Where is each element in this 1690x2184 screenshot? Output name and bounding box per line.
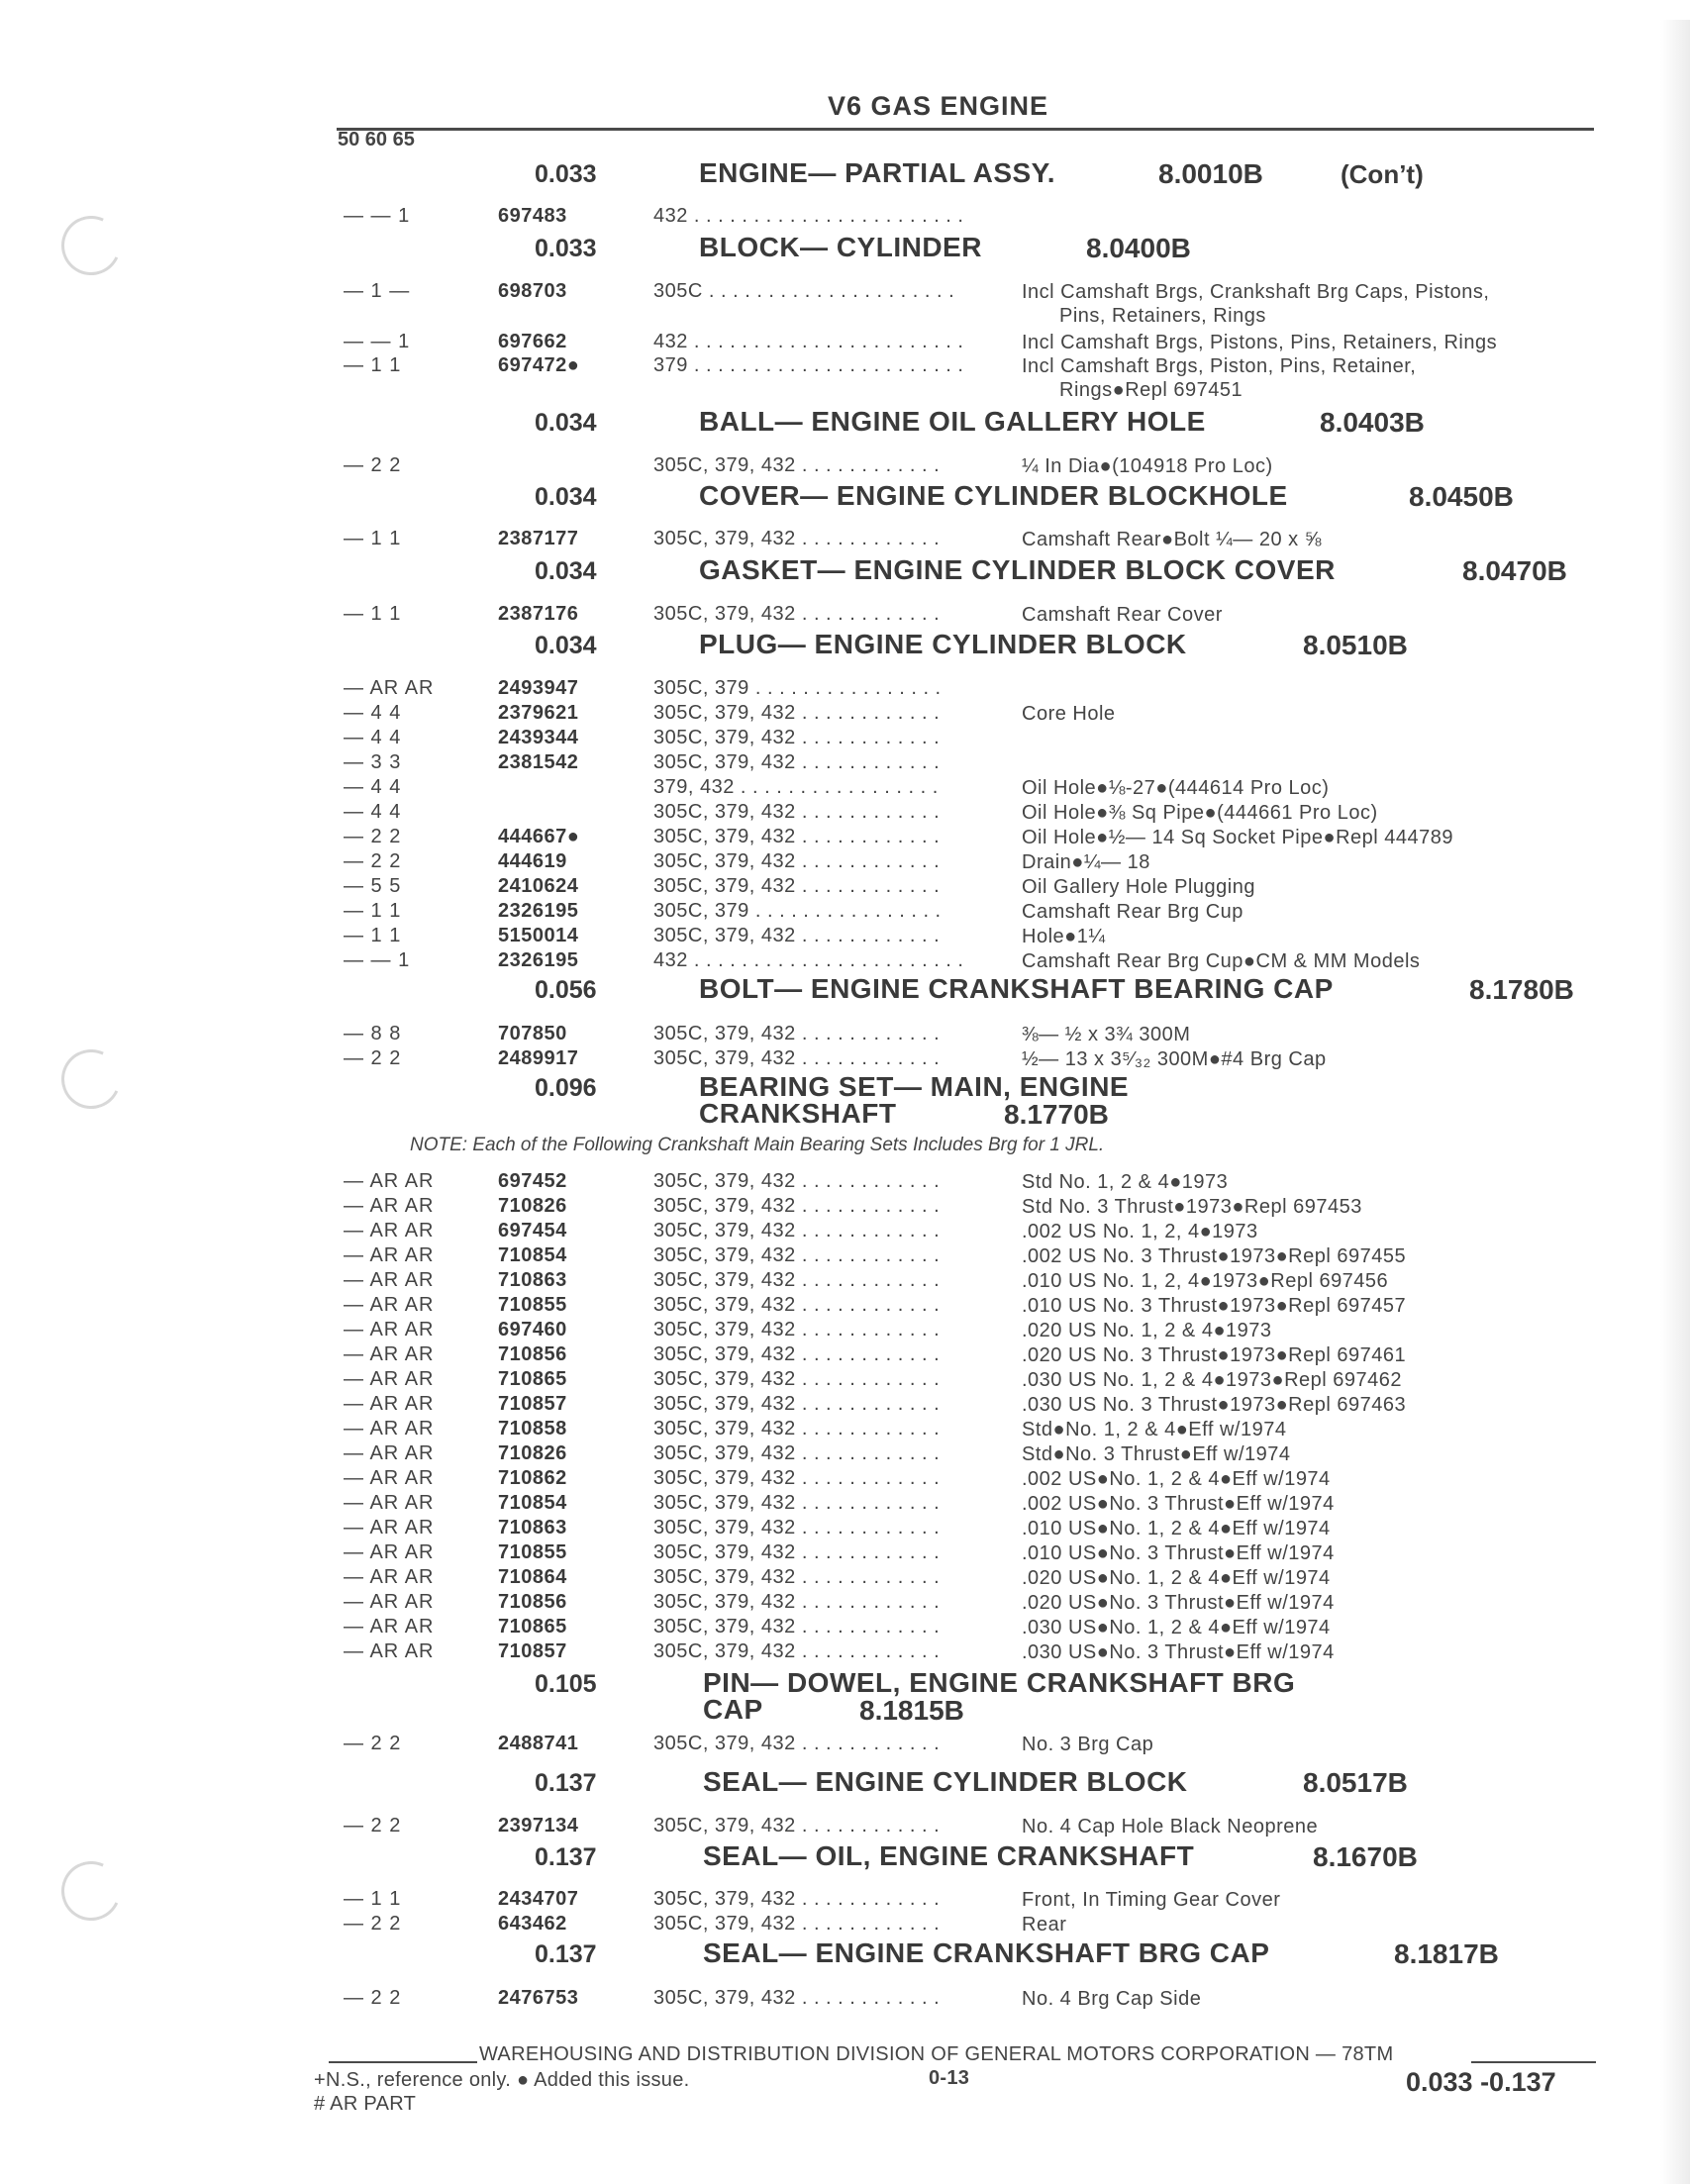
section-code: 8.0403B [1320,407,1425,438]
row-part-number: 710858 [498,1418,567,1439]
row-quantity: — — 1 [344,949,411,971]
row-part-number: 710854 [498,1244,567,1266]
section-code: 8.0400B [1086,233,1191,263]
row-part-number: 710862 [498,1467,567,1489]
row-application: 305C, 379, 432 . . . . . . . . . . . . [653,1517,941,1539]
row-description: ¼ In Dia●(104918 Pro Loc) [1022,455,1273,477]
row-quantity: — — 1 [344,205,411,227]
row-quantity: — 2 2 [344,1047,402,1069]
row-quantity: — 1 — [344,280,411,302]
row-description: Camshaft Rear Brg Cup [1022,901,1243,923]
row-application: 305C, 379, 432 . . . . . . . . . . . . [653,925,941,946]
row-application: 305C, 379, 432 . . . . . . . . . . . . [653,801,941,823]
row-description-line2: Pins, Retainers, Rings [1059,305,1266,327]
section-code: 8.1817B [1394,1938,1499,1969]
row-quantity: — 4 4 [344,801,402,823]
row-description: Incl Camshaft Brgs, Pistons, Pins, Retainers, Rings [1022,332,1498,353]
row-description: Oil Hole●⅛-27●(444614 Pro Loc) [1022,777,1330,799]
row-part-number: 698703 [498,280,567,302]
row-application: 305C, 379, 432 . . . . . . . . . . . . [653,875,941,897]
row-part-number: 710863 [498,1269,567,1291]
row-description: Std No. 3 Thrust●1973●Repl 697453 [1022,1196,1362,1218]
section-code: 8.0510B [1303,630,1408,660]
row-part-number: 710855 [498,1294,567,1316]
row-application: 305C, 379, 432 . . . . . . . . . . . . [653,1023,941,1044]
section-number: 0.096 [535,1074,597,1102]
section-number: 0.033 [535,160,597,188]
section-continued-note: (Con’t) [1341,159,1424,189]
row-quantity: — — 1 [344,331,411,352]
row-application: 305C, 379, 432 . . . . . . . . . . . . [653,751,941,773]
row-part-number: 2379621 [498,702,579,724]
row-quantity: — AR AR [344,1368,435,1390]
row-part-number: 710857 [498,1640,567,1662]
row-application: 305C, 379, 432 . . . . . . . . . . . . [653,1591,941,1613]
row-application: 305C, 379, 432 . . . . . . . . . . . . [653,603,941,625]
section-number: 0.034 [535,483,597,511]
row-description: Core Hole [1022,703,1116,725]
row-part-number: 710864 [498,1566,567,1588]
row-application: 305C, 379 . . . . . . . . . . . . . . . . [653,900,942,922]
row-part-number: 710863 [498,1517,567,1539]
row-description: .010 US●No. 1, 2 & 4●Eff w/1974 [1022,1518,1331,1539]
footer-rule-left [329,2061,477,2063]
row-quantity: — 2 2 [344,1733,402,1754]
section-title: ENGINE— PARTIAL ASSY. [699,157,1056,188]
row-description: .020 US●No. 1, 2 & 4●Eff w/1974 [1022,1567,1331,1589]
row-part-number: 643462 [498,1913,567,1935]
model-year-columns: 50 60 65 [338,129,415,150]
row-application: 305C, 379, 432 . . . . . . . . . . . . [653,727,941,748]
section-code: 8.0470B [1462,555,1567,586]
row-description: Hole●1¼ [1022,926,1106,947]
row-quantity: — AR AR [344,1343,435,1365]
row-application: 305C, 379, 432 . . . . . . . . . . . . [653,1541,941,1563]
row-description: .030 US No. 1, 2 & 4●1973●Repl 697462 [1022,1369,1403,1391]
row-description: .010 US No. 1, 2, 4●1973●Repl 697456 [1022,1270,1389,1292]
row-description: ½— 13 x 3⁵⁄₃₂ 300M●#4 Brg Cap [1022,1048,1327,1070]
section-title: BOLT— ENGINE CRANKSHAFT BEARING CAP [699,973,1334,1004]
row-description: No. 3 Brg Cap [1022,1734,1154,1755]
row-quantity: — 8 8 [344,1023,402,1044]
row-application: 432 . . . . . . . . . . . . . . . . . . . . . . . [653,205,964,227]
row-description: Camshaft Rear Brg Cup●CM & MM Models [1022,950,1421,972]
row-description: No. 4 Brg Cap Side [1022,1988,1202,2010]
row-application: 305C, 379, 432 . . . . . . . . . . . . [653,1616,941,1638]
row-description: Std●No. 1, 2 & 4●Eff w/1974 [1022,1419,1287,1440]
section-code: 8.0010B [1158,158,1263,189]
row-application: 305C, 379, 432 . . . . . . . . . . . . [653,1220,941,1241]
section-title: PIN— DOWEL, ENGINE CRANKSHAFT BRG [703,1667,1296,1698]
section-number: 0.033 [535,235,597,262]
row-application: 305C, 379, 432 . . . . . . . . . . . . [653,1492,941,1514]
page-range: 0.033 -0.137 [1406,2067,1556,2097]
row-application: 305C, 379, 432 . . . . . . . . . . . . [653,528,941,549]
row-part-number: 697662 [498,331,567,352]
row-quantity: — AR AR [344,1319,435,1340]
row-application: 305C, 379, 432 . . . . . . . . . . . . [653,1294,941,1316]
section-number: 0.034 [535,409,597,437]
row-application: 305C, 379, 432 . . . . . . . . . . . . [653,1319,941,1340]
row-quantity: — AR AR [344,1393,435,1415]
row-part-number: 444619 [498,850,567,872]
row-quantity: — 1 1 [344,900,402,922]
row-part-number: 710857 [498,1393,567,1415]
section-note: NOTE: Each of the Following Crankshaft Main Bearing Sets Includes Brg for 1 JRL. [410,1135,1105,1155]
page-title: V6 GAS ENGINE [828,91,1049,121]
row-part-number: 2410624 [498,875,579,897]
row-part-number: 710826 [498,1195,567,1217]
row-quantity: — 2 2 [344,826,402,847]
row-description: .030 US●No. 1, 2 & 4●Eff w/1974 [1022,1617,1331,1638]
row-description: Camshaft Rear Cover [1022,604,1223,626]
row-description: Front, In Timing Gear Cover [1022,1889,1281,1911]
row-quantity: — 1 1 [344,603,402,625]
row-part-number: 707850 [498,1023,567,1044]
row-quantity: — AR AR [344,1294,435,1316]
row-description: .020 US No. 1, 2 & 4●1973 [1022,1320,1272,1341]
row-description: Std No. 1, 2 & 4●1973 [1022,1171,1229,1193]
row-application: 305C, 379, 432 . . . . . . . . . . . . [653,454,941,476]
section-title-line2: CRANKSHAFT [699,1098,897,1129]
row-part-number: 710826 [498,1442,567,1464]
section-title: BLOCK— CYLINDER [699,232,982,262]
row-description: .002 US●No. 1, 2 & 4●Eff w/1974 [1022,1468,1331,1490]
row-application: 305C, 379, 432 . . . . . . . . . . . . [653,1815,941,1837]
row-application: 305C, 379, 432 . . . . . . . . . . . . [653,1987,941,2009]
footer-division: WAREHOUSING AND DISTRIBUTION DIVISION OF GENERAL MOTORS CORPORATION — 78TM [479,2043,1394,2065]
row-part-number: 710856 [498,1343,567,1365]
section-title: BEARING SET— MAIN, ENGINE [699,1071,1130,1102]
row-quantity: — 1 1 [344,925,402,946]
row-part-number: 2326195 [498,900,579,922]
row-quantity: — 2 2 [344,454,402,476]
row-description: .020 US●No. 3 Thrust●Eff w/1974 [1022,1592,1335,1614]
section-title: PLUG— ENGINE CYLINDER BLOCK [699,629,1187,659]
section-number: 0.034 [535,632,597,659]
section-title: BALL— ENGINE OIL GALLERY HOLE [699,406,1206,437]
section-number: 0.137 [535,1843,597,1871]
section-title: GASKET— ENGINE CYLINDER BLOCK COVER [699,554,1336,585]
row-application: 305C, 379 . . . . . . . . . . . . . . . . [653,677,942,699]
section-code: 8.0517B [1303,1767,1408,1798]
row-application: 305C, 379, 432 . . . . . . . . . . . . [653,702,941,724]
footer-rule-right [1471,2061,1596,2063]
section-code: 8.1780B [1469,974,1574,1005]
section-code: 8.1815B [859,1695,964,1726]
row-application: 432 . . . . . . . . . . . . . . . . . . . . . . . [653,949,964,971]
row-application: 305C, 379, 432 . . . . . . . . . . . . [653,1195,941,1217]
row-description: .010 US No. 3 Thrust●1973●Repl 697457 [1022,1295,1407,1317]
row-part-number: 697472● [498,354,580,376]
row-description: .002 US No. 1, 2, 4●1973 [1022,1221,1258,1242]
row-application: 305C, 379, 432 . . . . . . . . . . . . [653,1368,941,1390]
row-part-number: 697483 [498,205,567,227]
row-part-number: 710855 [498,1541,567,1563]
row-quantity: — AR AR [344,1591,435,1613]
row-part-number: 2439344 [498,727,579,748]
row-application: 305C . . . . . . . . . . . . . . . . . . . . . [653,280,955,302]
row-application: 305C, 379, 432 . . . . . . . . . . . . [653,1269,941,1291]
row-part-number: 2381542 [498,751,579,773]
row-part-number: 697454 [498,1220,567,1241]
section-code: 8.0450B [1409,481,1514,512]
row-description: .010 US●No. 3 Thrust●Eff w/1974 [1022,1542,1335,1564]
row-quantity: — 1 1 [344,354,402,376]
row-description: .020 US No. 3 Thrust●1973●Repl 697461 [1022,1344,1407,1366]
row-quantity: — AR AR [344,1170,435,1192]
row-application: 305C, 379, 432 . . . . . . . . . . . . [653,1467,941,1489]
row-description: Incl Camshaft Brgs, Crankshaft Brg Caps, Pistons, [1022,281,1490,303]
row-description: .002 US No. 3 Thrust●1973●Repl 697455 [1022,1245,1407,1267]
section-number: 0.105 [535,1670,597,1698]
row-application: 305C, 379, 432 . . . . . . . . . . . . [653,1343,941,1365]
row-description: .030 US●No. 3 Thrust●Eff w/1974 [1022,1641,1335,1663]
row-quantity: — AR AR [344,1269,435,1291]
section-title: SEAL— OIL, ENGINE CRANKSHAFT [703,1840,1195,1871]
row-description: Incl Camshaft Brgs, Piston, Pins, Retainer, [1022,355,1417,377]
row-quantity: — AR AR [344,1195,435,1217]
row-application: 305C, 379, 432 . . . . . . . . . . . . [653,1047,941,1069]
row-quantity: — AR AR [344,1541,435,1563]
section-title: SEAL— ENGINE CYLINDER BLOCK [703,1766,1188,1797]
page-number: 0-13 [929,2067,970,2089]
row-description: Oil Hole●⅜ Sq Pipe●(444661 Pro Loc) [1022,802,1378,824]
row-part-number: 697460 [498,1319,567,1340]
footer-legend-ar: # AR PART [314,2093,417,2115]
row-quantity: — AR AR [344,1492,435,1514]
row-quantity: — 2 2 [344,1987,402,2009]
row-description-line2: Rings●Repl 697451 [1059,379,1243,401]
row-description: Drain●¼— 18 [1022,851,1150,873]
row-quantity: — 1 1 [344,1888,402,1910]
row-application: 305C, 379, 432 . . . . . . . . . . . . [653,1913,941,1935]
row-application: 305C, 379, 432 . . . . . . . . . . . . [653,1170,941,1192]
row-quantity: — AR AR [344,1418,435,1439]
row-description: Camshaft Rear●Bolt ¼— 20 x ⅝ [1022,529,1322,550]
footer-legend-ns: +N.S., reference only. ● Added this issue. [314,2069,690,2091]
row-quantity: — 2 2 [344,1815,402,1837]
row-application: 305C, 379, 432 . . . . . . . . . . . . [653,1733,941,1754]
section-title: COVER— ENGINE CYLINDER BLOCKHOLE [699,480,1288,511]
row-application: 305C, 379, 432 . . . . . . . . . . . . [653,850,941,872]
row-part-number: 710865 [498,1616,567,1638]
row-application: 305C, 379, 432 . . . . . . . . . . . . [653,1244,941,1266]
row-part-number: 2476753 [498,1987,579,2009]
row-description: .002 US●No. 3 Thrust●Eff w/1974 [1022,1493,1335,1515]
section-code: 8.1670B [1313,1841,1418,1872]
row-application: 305C, 379, 432 . . . . . . . . . . . . [653,1640,941,1662]
row-part-number: 710865 [498,1368,567,1390]
row-application: 305C, 379, 432 . . . . . . . . . . . . [653,1566,941,1588]
row-description: Oil Hole●½— 14 Sq Socket Pipe●Repl 444789 [1022,827,1454,848]
row-application: 379 . . . . . . . . . . . . . . . . . . . . . . . [653,354,964,376]
row-part-number: 2387176 [498,603,579,625]
row-description: .030 US No. 3 Thrust●1973●Repl 697463 [1022,1394,1407,1416]
row-description: No. 4 Cap Hole Black Neoprene [1022,1816,1319,1837]
row-part-number: 2493947 [498,677,579,699]
row-part-number: 2489917 [498,1047,579,1069]
row-part-number: 2397134 [498,1815,579,1837]
row-application: 432 . . . . . . . . . . . . . . . . . . . . . . . [653,331,964,352]
row-description: Std●No. 3 Thrust●Eff w/1974 [1022,1443,1291,1465]
row-description: Rear [1022,1914,1067,1936]
row-quantity: — AR AR [344,1616,435,1638]
row-part-number: 2326195 [498,949,579,971]
row-application: 305C, 379, 432 . . . . . . . . . . . . [653,826,941,847]
row-application: 305C, 379, 432 . . . . . . . . . . . . [653,1418,941,1439]
row-description: Oil Gallery Hole Plugging [1022,876,1255,898]
row-description: ⅜— ½ x 3¾ 300M [1022,1024,1191,1045]
row-quantity: — AR AR [344,1244,435,1266]
row-quantity: — AR AR [344,1220,435,1241]
row-quantity: — 5 5 [344,875,402,897]
row-application: 305C, 379, 432 . . . . . . . . . . . . [653,1442,941,1464]
row-quantity: — AR AR [344,677,435,699]
row-quantity: — 2 2 [344,850,402,872]
section-title: SEAL— ENGINE CRANKSHAFT BRG CAP [703,1937,1270,1968]
row-part-number: 697452 [498,1170,567,1192]
section-number: 0.056 [535,976,597,1004]
row-part-number: 2434707 [498,1888,579,1910]
row-part-number: 2387177 [498,528,579,549]
row-quantity: — 4 4 [344,727,402,748]
row-application: 305C, 379, 432 . . . . . . . . . . . . [653,1888,941,1910]
section-number: 0.137 [535,1769,597,1797]
section-number: 0.034 [535,557,597,585]
row-quantity: — AR AR [344,1467,435,1489]
section-number: 0.137 [535,1940,597,1968]
row-part-number: 444667● [498,826,580,847]
row-quantity: — 2 2 [344,1913,402,1935]
row-quantity: — 1 1 [344,528,402,549]
row-quantity: — 4 4 [344,776,402,798]
row-quantity: — AR AR [344,1566,435,1588]
row-quantity: — 3 3 [344,751,402,773]
row-part-number: 710854 [498,1492,567,1514]
row-quantity: — AR AR [344,1442,435,1464]
row-application: 305C, 379, 432 . . . . . . . . . . . . [653,1393,941,1415]
section-title-line2: CAP [703,1694,763,1725]
row-part-number: 5150014 [498,925,579,946]
row-part-number: 710856 [498,1591,567,1613]
section-code: 8.1770B [1004,1099,1109,1130]
row-quantity: — AR AR [344,1517,435,1539]
row-part-number: 2488741 [498,1733,579,1754]
row-quantity: — 4 4 [344,702,402,724]
row-quantity: — AR AR [344,1640,435,1662]
row-application: 379, 432 . . . . . . . . . . . . . . . . . [653,776,939,798]
